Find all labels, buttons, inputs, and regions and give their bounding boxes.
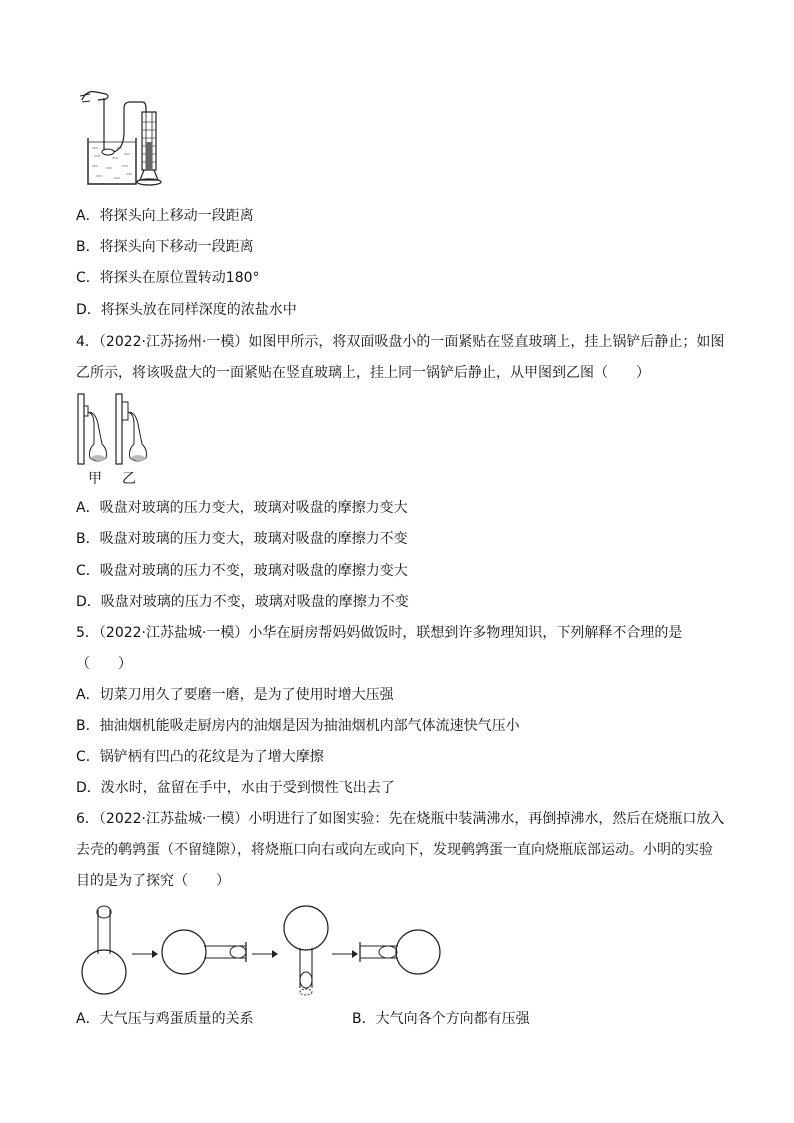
q6-stem-line3: 目的是为了探究（ ） (76, 873, 230, 889)
arrow-right-icon (252, 950, 278, 958)
q3-option-c: C．将探头在原位置转动180° (76, 270, 260, 286)
q3-option-a: A．将探头向上移动一段距离 (76, 208, 254, 224)
q5-stem-line1: 5．（2022·江苏盐城·一模）小华在厨房帮妈妈做饭时，联想到许多物理知识，下列解释不合理的是 (76, 625, 683, 641)
flask-upright (82, 906, 126, 994)
arrow-right-icon (132, 950, 158, 958)
q5-stem-line2: （ ） (76, 656, 132, 672)
q5-option-b: B．抽油烟机能吸走厨房内的油烟是因为抽油烟机内部气体流速快气压小 (76, 718, 520, 734)
q4-stem-line1: 4．（2022·江苏扬州·一模）如图甲所示，将双面吸盘小的一面紧贴在竖直玻璃上，挂上锅铲后静止；如图 (76, 334, 725, 350)
flask-egg-experiment-figure (76, 902, 446, 998)
q5-option-a: A．切菜刀用久了要磨一磨，是为了使用时增大压强 (76, 687, 394, 703)
q3-option-d: D．将探头放在同样深度的浓盐水中 (76, 302, 297, 318)
flask-inverted (284, 906, 328, 995)
suction-cup-figure (76, 392, 156, 470)
q4-option-c: C．吸盘对玻璃的压力不变，玻璃对吸盘的摩擦力变大 (76, 563, 408, 579)
q4-stem-line2: 乙所示，将该吸盘大的一面紧贴在竖直玻璃上，挂上同一锅铲后静止，从甲图到乙图（ ） (76, 365, 650, 381)
q6-stem-line2: 去壳的鹌鹑蛋（不留缝隙），将烧瓶口向右或向左或向下，发现鹌鹑蛋一直向烧瓶底部运动。小明的实验 (76, 842, 713, 858)
flask-neck-right (162, 930, 246, 974)
q6-option-a: A．大气压与鸡蛋质量的关系 (76, 1011, 254, 1027)
liquid-pressure-apparatus-figure (76, 82, 166, 192)
q4-option-b: B．吸盘对玻璃的压力变大，玻璃对吸盘的摩擦力不变 (76, 531, 408, 547)
q4-option-a: A．吸盘对玻璃的压力变大，玻璃对吸盘的摩擦力变大 (76, 500, 408, 516)
flask-neck-left (360, 930, 440, 974)
q5-option-c: C．锅铲柄有凹凸的花纹是为了增大摩擦 (76, 749, 324, 765)
q3-option-b: B．将探头向下移动一段距离 (76, 239, 254, 255)
arrow-right-icon (332, 950, 358, 958)
figure-label-yi: 乙 (122, 471, 136, 487)
q6-option-b: B．大气向各个方向都有压强 (352, 1011, 530, 1027)
q4-option-d: D．吸盘对玻璃的压力不变，玻璃对吸盘的摩擦力不变 (76, 594, 409, 610)
q6-stem-line1: 6．（2022·江苏盐城·一模）小明进行了如图实验：先在烧瓶中装满沸水，再倒掉沸水，然后在烧瓶口放入 (76, 811, 725, 827)
q5-option-d: D．泼水时，盆留在手中，水由于受到惯性飞出去了 (76, 780, 395, 796)
figure-label-jia: 甲 (88, 471, 102, 487)
